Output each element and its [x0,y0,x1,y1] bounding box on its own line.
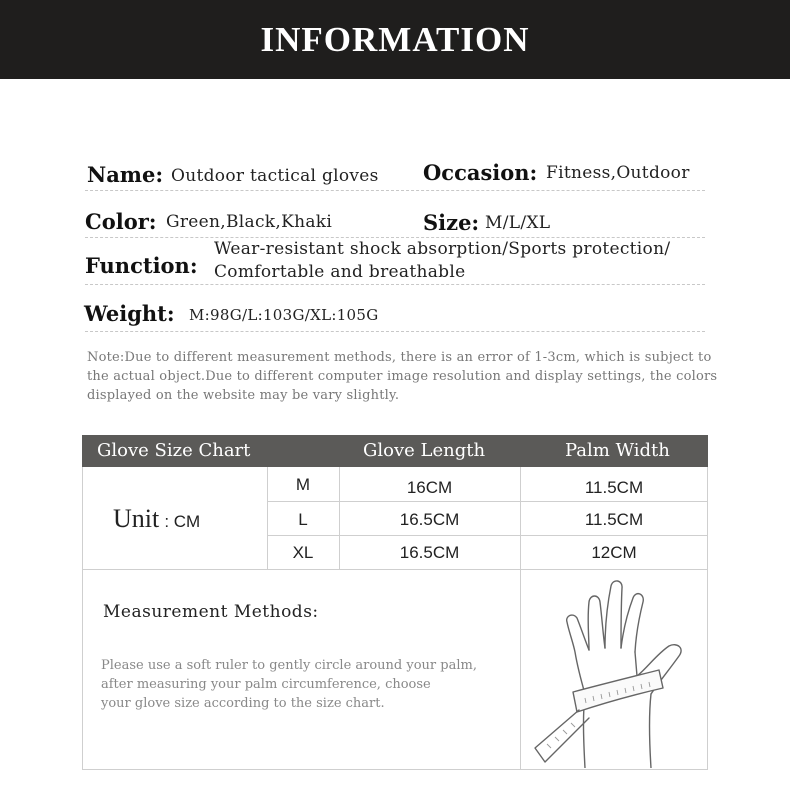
unit-label: Unit [113,504,160,533]
size-cell: XL [292,543,314,562]
function-label: Function: [85,253,198,278]
name-label: Name: [87,162,164,187]
color-value: Green,Black,Khaki [166,212,333,232]
function-value-line1: Wear-resistant shock absorption/Sports protection/ [214,239,671,259]
info-row-name [85,158,705,191]
header-palm-width: Palm Width [565,440,670,461]
color-label: Color: [85,209,157,234]
header-glove-length: Glove Length [363,440,486,461]
measurement-title: Measurement Methods: [103,602,319,622]
measurement-instructions [101,656,521,713]
width-cell: 11.5CM [584,510,644,529]
unit-value: : CM [164,512,201,531]
header-glove-size-chart: Glove Size Chart [97,440,251,461]
function-value-line2: Comfortable and breathable [214,262,466,282]
info-row-weight [85,297,705,332]
size-cell: L [298,510,308,529]
header-banner [0,0,790,79]
size-chart-table [82,435,708,770]
measurement-line: Please use a soft ruler to gently circle around your palm, [101,658,477,673]
width-cell: 11.5CM [584,478,644,497]
measurement-line: your glove size according to the size chart. [101,696,385,711]
width-cell: 12CM [591,543,637,562]
hand-with-measuring-tape-icon [523,572,707,768]
length-cell: 16.5CM [399,543,460,562]
length-cell: 16CM [406,478,453,497]
info-row-color [85,204,705,238]
unit-cell [113,504,200,534]
size-value: M/L/XL [485,213,551,233]
occasion-value: Fitness,Outdoor [546,163,690,183]
info-row-function [85,238,705,285]
measurement-line: after measuring your palm circumference, choose [101,677,431,692]
size-chart-header [82,435,708,467]
disclaimer-note: Note:Due to different measurement methods, there is an error of 1-3cm, which is subject to the actual object.Due to different computer image resolution and display settings, the colors displayed on the website may be vary slightly. [87,350,718,403]
weight-label: Weight: [84,301,175,326]
weight-value: M:98G/L:103G/XL:105G [189,306,379,324]
occasion-label: Occasion: [423,160,538,185]
name-value: Outdoor tactical gloves [171,166,379,186]
size-cell: M [295,475,311,494]
size-label: Size: [423,210,480,235]
length-cell: 16.5CM [399,510,460,529]
page-title: INFORMATION [260,19,530,59]
